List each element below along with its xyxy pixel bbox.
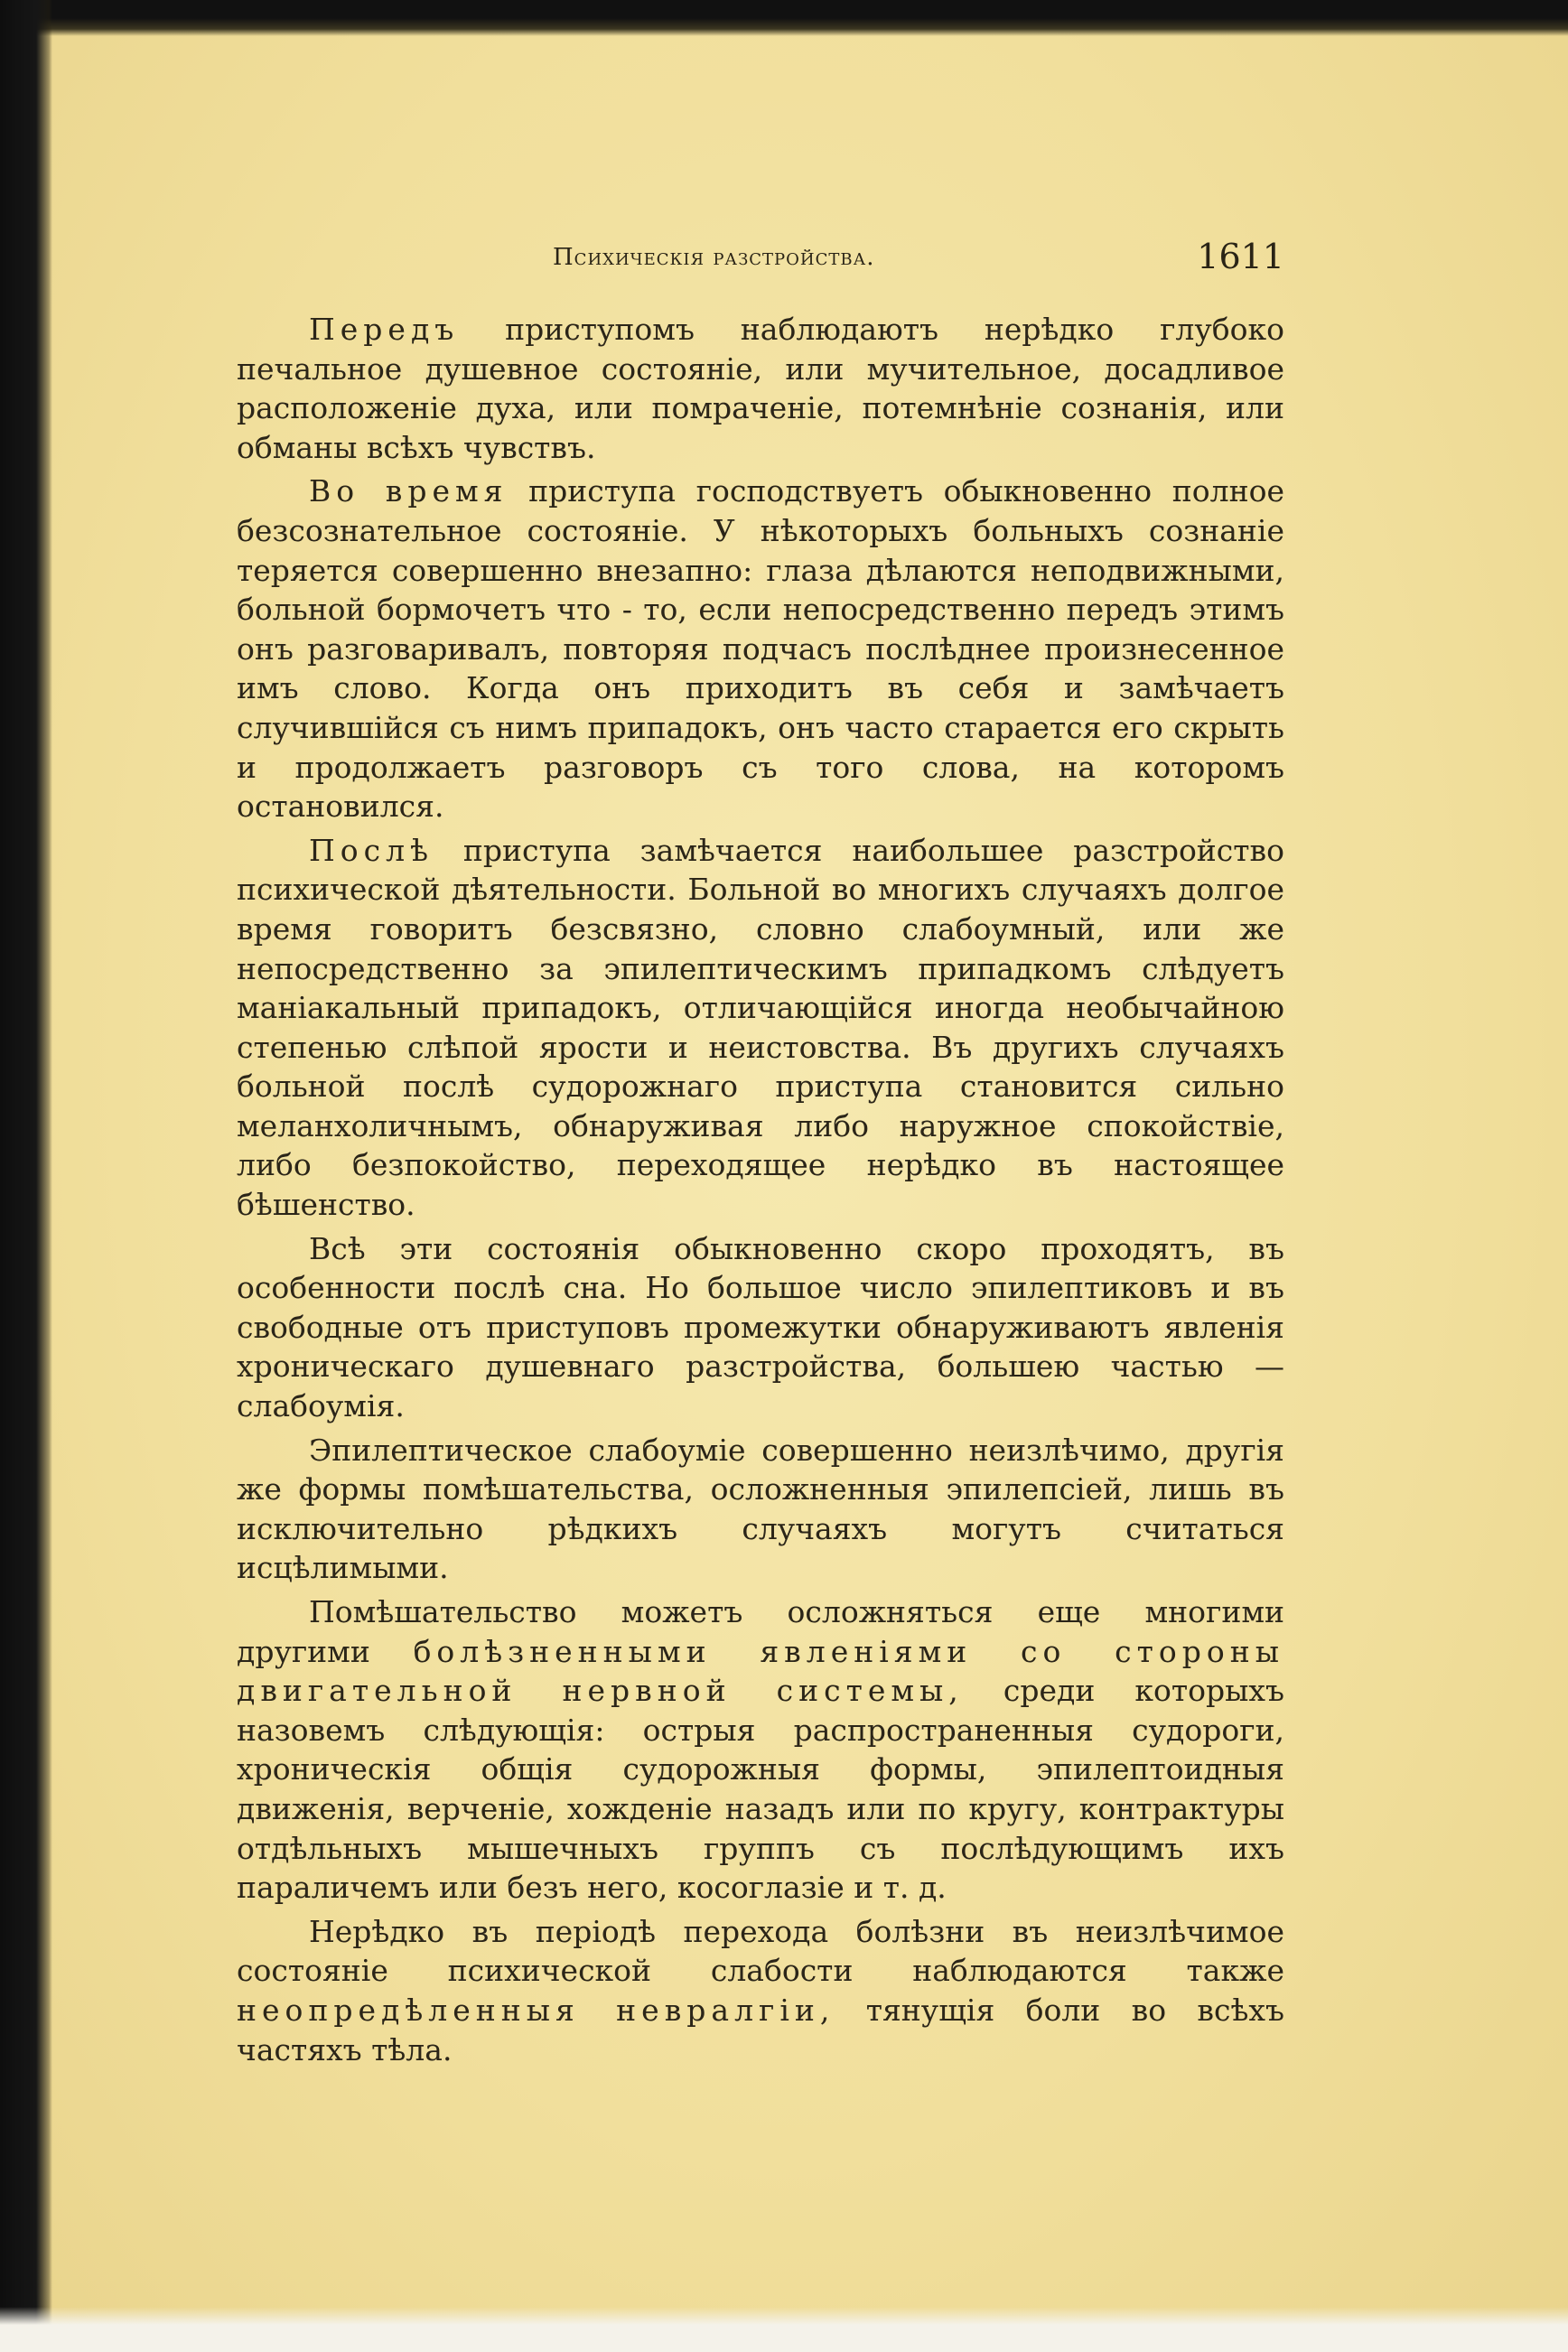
paragraph-5 (237, 1431, 1284, 1588)
paragraph-7 (237, 1912, 1284, 2069)
spaced-lead: Послѣ (309, 832, 434, 868)
paragraph-2 (237, 471, 1284, 826)
spaced-lead: Передъ (309, 312, 460, 347)
paragraph-text: приступа господствуетъ обыкновенно полное безсознательное состояніе. У нѣкоторыхъ больныхъ сознаніе теряется совершенно внезапно: глаза дѣлаются неподвижными, больной бормочетъ что - то, если непосредственно передъ этимъ онъ разговаривалъ, повторяя подчасъ послѣднее произнесенное имъ слово. Когда онъ приходитъ въ себя и замѣчаетъ случившійся съ нимъ припадокъ, онъ часто старается его скрыть и продолжаетъ разговоръ съ того слова, на которомъ остановился. (237, 473, 1284, 825)
scan-border-top (0, 0, 1568, 36)
spaced-emphasis: неопредѣленныя невралгіи, (237, 1992, 835, 2028)
paragraph-text: приступа замѣчается наибольшее разстройство психической дѣятельности. Больной во многихъ случаяхъ долгое время говоритъ безсвязно, словно слабоумный, или же непосредственно за эпилептическимъ припадкомъ слѣдуетъ маніакальный припадокъ, отличающійся иногда необычайною степенью слѣпой ярости и неистовства. Въ другихъ случаяхъ больной послѣ судорожнаго приступа становится сильно меланхоличнымъ, обнаруживая либо наружное спокойствіе, либо безпокойство, переходящее нерѣдко въ настоящее бѣшенство. (237, 832, 1284, 1223)
body-text (237, 310, 1284, 2074)
page-header (237, 237, 1284, 282)
paragraph-text: Нерѣдко въ періодѣ перехода болѣзни въ неизлѣчимое состояніе психической слабости наблюдаются также (237, 1913, 1284, 1989)
paragraph-text: Помѣшательство можетъ осложняться еще многими другими (237, 1594, 1284, 1669)
spaced-lead: Во время (309, 473, 509, 509)
scan-border-bottom (0, 2307, 1568, 2352)
paragraph-3 (237, 831, 1284, 1225)
running-title: Психическія разстройства. (553, 244, 875, 271)
paragraph-text: Всѣ эти состоянія обыкновенно скоро проходятъ, въ особенности послѣ сна. Но большое число эпилептиковъ и въ свободные отъ приступовъ промежутки обнаруживаютъ явленія хроническаго душевнаго разстройства, большею частью — слабоумія. (237, 1230, 1284, 1424)
spaced-emphasis: болѣзненными явленіями со стороны двигательной нервной системы, (237, 1633, 1284, 1709)
scan-border-left (0, 0, 52, 2352)
paragraph-text: приступомъ наблюдаютъ нерѣдко глубоко печальное душевное состояніе, или мучительное, досадливое расположеніе духа, или помраченіе, потемнѣніе сознанія, или обманы всѣхъ чувствъ. (237, 312, 1284, 465)
paragraph-text: Эпилептическое слабоуміе совершенно неизлѣчимо, другія же формы помѣшательства, осложненныя эпилепсіей, лишь въ исключительно рѣдкихъ случаяхъ могутъ считаться исцѣлимыми. (237, 1432, 1284, 1586)
paragraph-6 (237, 1592, 1284, 1908)
paragraph-text-continued: среди которыхъ назовемъ слѣдующія: острыя распространенныя судороги, хроническія общія судорожныя формы, эпилептоидныя движенія, верченіе, хожденіе назадъ или по кругу, контрактуры отдѣльныхъ мышечныхъ группъ съ послѣдующимъ ихъ параличемъ или безъ него, косоглазіе и т. д. (237, 1673, 1284, 1906)
paragraph-1 (237, 310, 1284, 467)
page-number: 1611 (1197, 237, 1284, 276)
paragraph-text-continued: тянущія боли во всѣхъ частяхъ тѣла. (237, 1992, 1284, 2067)
paragraph-4 (237, 1229, 1284, 1426)
